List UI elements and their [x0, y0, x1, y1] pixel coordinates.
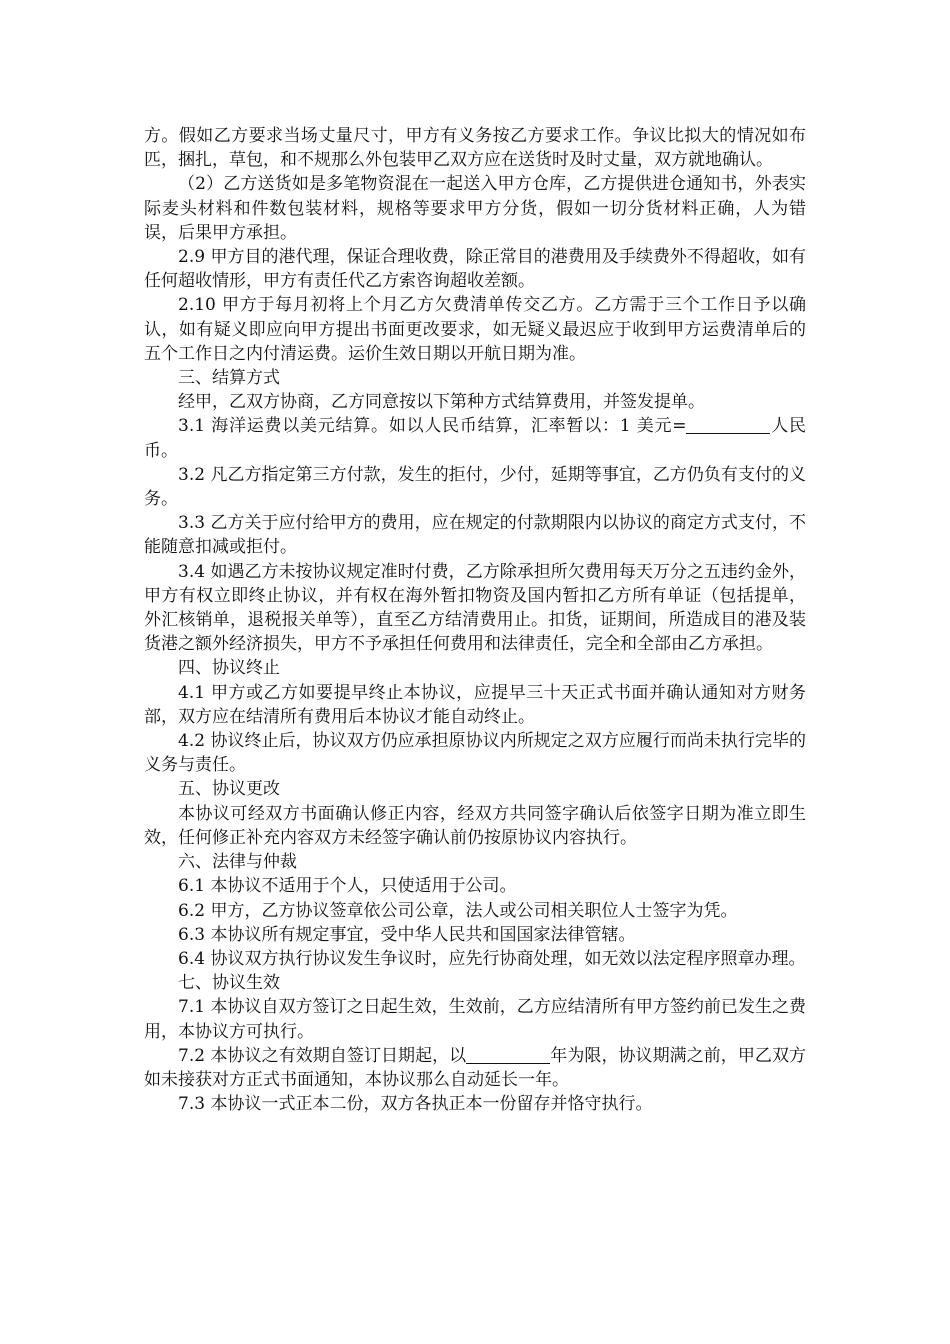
clause-7-2-text: 7.2 本协议之有效期自签订日期起，以: [178, 1045, 467, 1066]
clause-3-1-text: 3.1 海洋运费以美元结算。如以人民币结算，汇率暂以：1 美元=: [178, 416, 687, 437]
clause-4-2: 4.2 协议终止后，协议双方仍应承担原协议内所规定之双方应履行而尚未执行完毕的义务与责任。: [144, 731, 806, 776]
clause-7-2-tail: 年为限，协议期满之前，甲乙双方如未接获对方正式书面通知，本协议那么自动延长一年。: [144, 1045, 806, 1090]
section-heading-settlement: 三、结算方式: [178, 368, 280, 389]
clause-7-3: 7.3 本协议一式正本二份，双方各执正本一份留存并恪守执行。: [178, 1094, 653, 1115]
clause-6-4: 6.4 协议双方执行协议发生争议时，应先行协商处理，如无效以法定程序照章办理。: [178, 948, 806, 969]
clause-2-8-2: （2）乙方送货如是多笔物资混在一起送入甲方仓库，乙方提供进仓通知书，外表实际麦头材料和件数包装材料，规格等要求甲方分货，假如一切分货材料正确，人为错误，后果甲方承担。: [144, 174, 806, 243]
amendment-clause: 本协议可经双方书面确认修正内容，经双方共同签字确认后依签字日期为准立即生效，任何修正补充内容双方未经签字确认前仍按原协议内容执行。: [144, 803, 806, 848]
clause-3-1: [144, 414, 806, 462]
clause-2-9: 2.9 甲方目的港代理，保证合理收费，除正常目的港费用及手续费外不得超收，如有任何超收情形，甲方有责任代乙方索咨询超收差额。: [144, 247, 806, 292]
section-heading-law: 六、法律与仲裁: [178, 852, 297, 873]
clause-3-1-tail: 人民币。: [144, 416, 807, 461]
section-heading-termination: 四、协议终止: [178, 658, 280, 679]
clause-7-1: 7.1 本协议自双方签订之日起生效，生效前，乙方应结清所有甲方签约前已发生之费用，本协议方可执行。: [144, 997, 806, 1042]
settlement-intro: 经甲，乙双方协商，乙方同意按以下第种方式结算费用，并签发提单。: [178, 392, 705, 413]
section-heading-effect: 七、协议生效: [178, 973, 280, 994]
clause-3-2: 3.2 凡乙方指定第三方付款，发生的拒付，少付，延期等事宜，乙方仍负有支付的义务。: [144, 464, 806, 510]
document-page: [144, 124, 806, 1116]
clause-6-1: 6.1 本协议不适用于个人，只使适用于公司。: [178, 876, 517, 897]
clause-3-4: 3.4 如遇乙方未按协议规定准时付费，乙方除承担所欠费用每天万分之五违约金外，甲方有权立即终止协议，并有权在海外暂扣物资及国内暂扣乙方所有单证（包括提单，外汇核销单，退税报关单等），直至乙方结清费用止。扣货，证期间，所造成目的港及装货港之额外经济损失，甲方不予承担任何费用和法律责任，完全和全部由乙方承担。: [144, 561, 806, 655]
clause-6-2: 6.2 甲方，乙方协议签章依公司公章，法人或公司相关职位人士签字为凭。: [178, 900, 738, 921]
clause-2-10: 2.10 甲方于每月初将上个月乙方欠费清单传交乙方。乙方需于三个工作日予以确认，如有疑义即应向甲方提出书面更改要求，如无疑义最迟应于收到甲方运费清单后的五个工作日之内付清运费。运价生效日期以开航日期为准。: [144, 295, 806, 364]
clause-7-2: [144, 1044, 806, 1092]
section-heading-amendment: 五、协议更改: [178, 779, 280, 800]
clause-3-3: 3.3 乙方关于应付给甲方的费用，应在规定的付款期限内以协议的商定方式支付，不能随意扣减或拒付。: [144, 513, 806, 558]
clause-4-1: 4.1 甲方或乙方如要提早终止本协议，应提早三十天正式书面并确认通知对方财务部，双方应在结清所有费用后本协议才能自动终止。: [144, 682, 806, 727]
validity-years-blank: [466, 1045, 550, 1064]
clause-continuation: 方。假如乙方要求当场丈量尺寸，甲方有义务按乙方要求工作。争议比拟大的情况如布匹，捆扎，草包，和不规那么外包装甲乙双方应在送货时及时丈量，双方就地确认。: [144, 126, 806, 171]
exchange-rate-blank: [686, 415, 770, 434]
clause-6-3: 6.3 本协议所有规定事宜，受中华人民共和国国家法律管辖。: [178, 924, 636, 945]
